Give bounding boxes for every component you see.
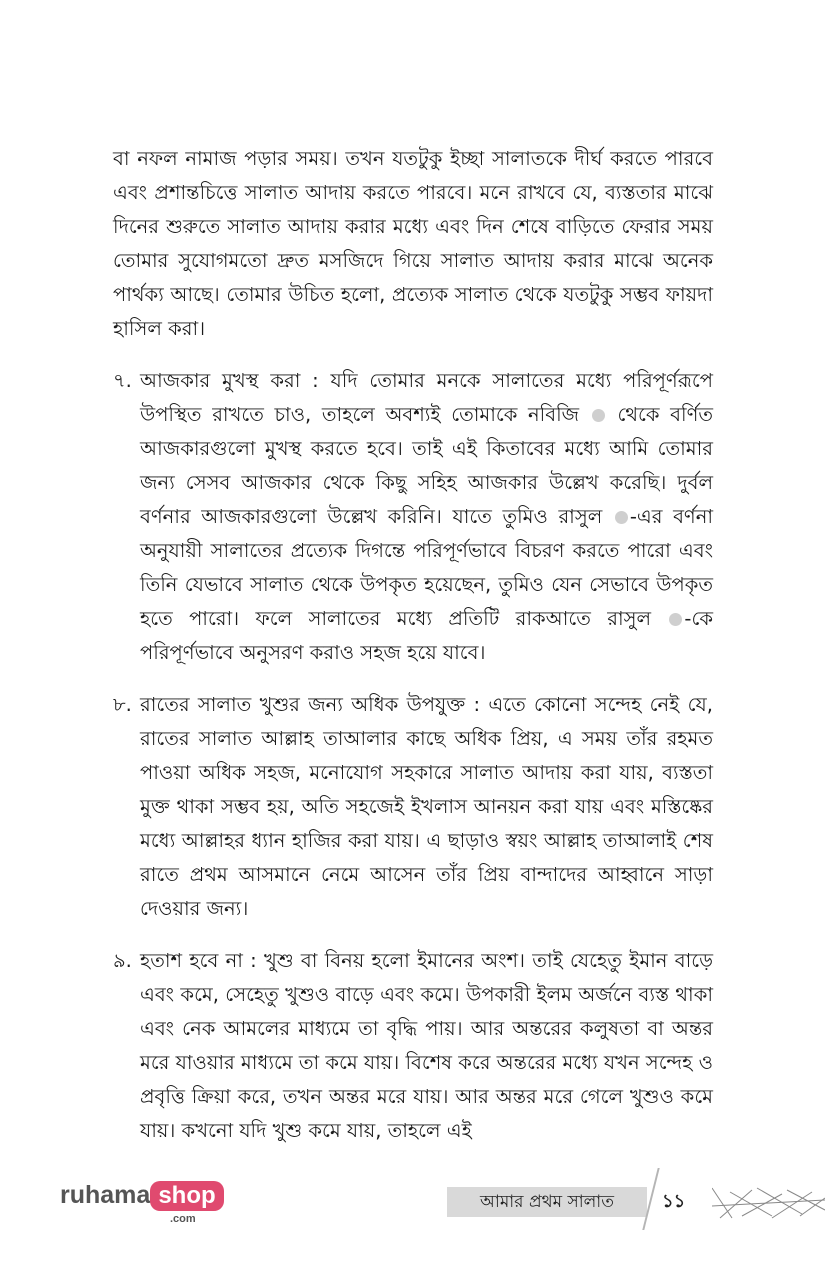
- salutation-icon: [615, 511, 628, 524]
- decorative-lines-icon: [712, 1186, 825, 1220]
- list-item-9: [113, 944, 713, 1148]
- item-text: হতাশ হবে না : খুশু বা বিনয় হলো ইমানের অংশ। তাই যেহেতু ইমান বাড়ে এবং কমে, সেহেতু খুশুও বাড়ে এবং কমে। উপকারী ইলম অর্জনে ব্যস্ত থাকা এবং নেক আমলের মাধ্যমে তা বৃদ্ধি পায়। আর অন্তরের কলুষতা বা অন্তর মরে যাওয়ার মাধ্যমে তা কমে যায়। বিশেষ করে অন্তরের মধ্যে যখন সন্দেহ ও প্রবৃত্তি ক্রিয়া করে, তখন অন্তর মরে যায়। আর অন্তর মরে গেলে খুশুও কমে যায়। কখনো যদি খুশু কমে যায়, তাহলে এই: [140, 949, 713, 1142]
- salutation-icon: [669, 613, 682, 626]
- salutation-icon: [592, 409, 605, 422]
- logo-dotcom: .com: [170, 1213, 196, 1225]
- page-number: ১১: [662, 1191, 686, 1212]
- item-text: -এর বর্ণনা অনুযায়ী সালাতের প্রত্যেক দিগন্তে পরিপূর্ণভাবে বিচরণ করতে পারো এবং তিনি যেভাবে সালাত থেকে উপকৃত হয়েছেন, তুমিও যেন সেভাবে উপকৃত হতে পারো। ফলে সালাতের মধ্যে প্রতিটি রাকআতে রাসুল: [140, 505, 714, 630]
- body-text: [113, 142, 713, 1166]
- page-footer: [0, 1168, 825, 1248]
- book-title: আমার প্রথম সালাত: [479, 1192, 614, 1212]
- item-number: ৭.: [113, 369, 132, 392]
- item-number: ৯.: [113, 949, 132, 972]
- book-title-tab: [447, 1187, 647, 1217]
- item-number: ৮.: [113, 693, 132, 716]
- item-text: আজকার মুখস্থ করা : যদি তোমার মনকে সালাতের মধ্যে পরিপূর্ণরূপে উপস্থিত রাখতে চাও, তাহলে অবশ্যই তোমাকে নবিজি: [140, 369, 713, 426]
- ruhamashop-logo[interactable]: [60, 1180, 224, 1225]
- list-item-7: [113, 364, 713, 670]
- item-text: -কে পরিপূর্ণভাবে অনুসরণ করাও সহজ হয়ে যাবে।: [140, 607, 713, 664]
- logo-shop-badge: shop: [150, 1181, 223, 1211]
- item-text: থেকে বর্ণিত আজকারগুলো মুখস্থ করতে হবে। তাই এই কিতাবের মধ্যে আমি তোমার জন্য সেসব আজকার থেকে কিছু সহিহ আজকার উল্লেখ করেছি। দুর্বল বর্ণনার আজকারগুলো উল্লেখ করিনি। যাতে তুমিও রাসুল: [140, 403, 714, 528]
- intro-paragraph: বা নফল নামাজ পড়ার সময়। তখন যতটুকু ইচ্ছা সালাতকে দীর্ঘ করতে পারবে এবং প্রশান্তচিত্তে সালাত আদায় করতে পারবে। মনে রাখবে যে, ব্যস্ততার মাঝে দিনের শুরুতে সালাত আদায় করার মধ্যে এবং দিন শেষে বাড়িতে ফেরার সময় তোমার সুযোগমতো দ্রুত মসজিদে গিয়ে সালাত আদায় করার মাঝে অনেক পার্থক্য আছে। তোমার উচিত হলো, প্রত্যেক সালাত থেকে যতটুকু সম্ভব ফায়দা হাসিল করা।: [113, 147, 713, 340]
- item-text: রাতের সালাত খুশুর জন্য অধিক উপযুক্ত : এতে কোনো সন্দেহ নেই যে, রাতের সালাত আল্লাহ তাআলার কাছে অধিক প্রিয়, এ সময় তাঁর রহমত পাওয়া অধিক সহজ, মনোযোগ সহকারে সালাত আদায় করা যায়, ব্যস্ততা মুক্ত থাকা সম্ভব হয়, অতি সহজেই ইখলাস আনয়ন করা যায় এবং মস্তিষ্কের মধ্যে আল্লাহর ধ্যান হাজির করা যায়। এ ছাড়াও স্বয়ং আল্লাহ তাআলাই শেষ রাতে প্রথম আসমানে নেমে আসেন তাঁর প্রিয় বান্দাদের আহ্বানে সাড়া দেওয়ার জন্য।: [140, 693, 713, 920]
- logo-text: ruhama: [60, 1181, 151, 1209]
- list-item-8: [113, 688, 713, 926]
